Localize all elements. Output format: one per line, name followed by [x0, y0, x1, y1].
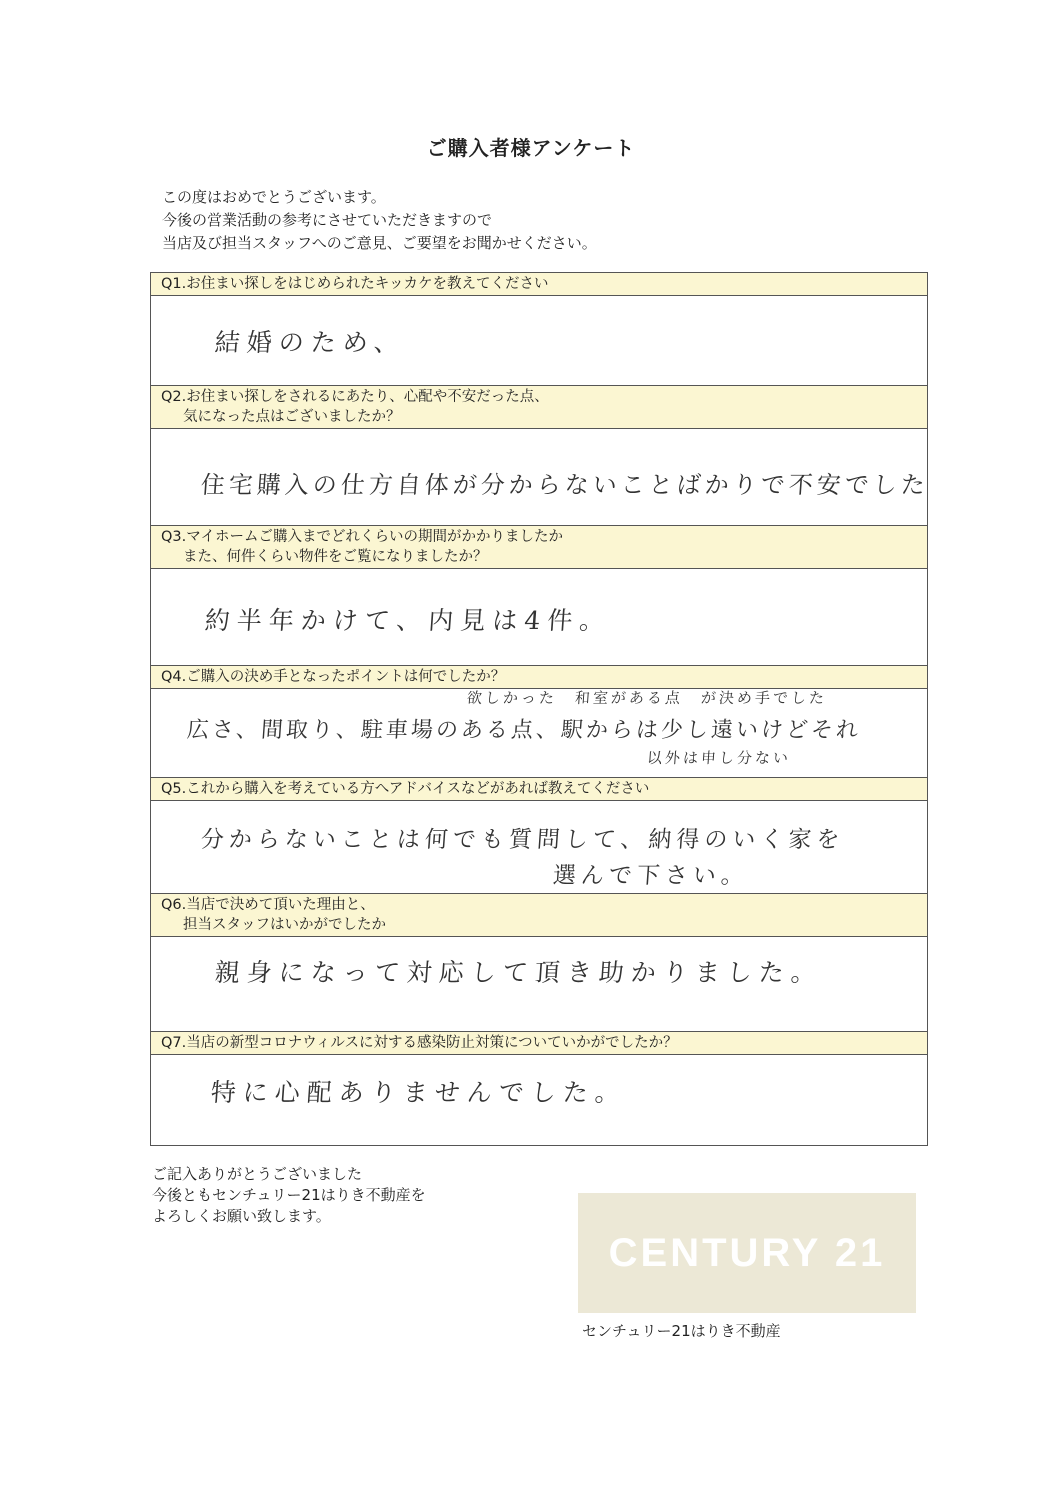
question-header: [151, 777, 927, 801]
question-q5: [151, 777, 927, 801]
answer-q3: 約半年かけて、内見は4件。: [203, 606, 613, 635]
answer-q5-continued: 選んで下さい。: [551, 863, 750, 889]
question-text: Q7.当店の新型コロナウィルスに対する感染防止対策についていかがでしたか？: [161, 1035, 678, 1051]
answer-q5: 分からないことは何でも質問して、納得のいく家を: [199, 827, 846, 853]
question-text: Q2.お住まい探しをされるにあたり、心配や不安だった点、: [161, 389, 549, 405]
question-q6: [151, 893, 927, 937]
question-text: Q3.マイホームご購入までどれくらいの期間がかかりましたか: [161, 529, 563, 545]
intro-line: 当店及び担当スタッフへのご意見、ご要望をお聞かせください。: [162, 234, 597, 252]
question-text: Q1.お住まい探しをはじめられたキッカケを教えてください: [161, 276, 549, 292]
question-header: [151, 665, 927, 689]
question-q3: [151, 525, 927, 569]
question-text: 担当スタッフはいかがでしたか: [183, 917, 386, 933]
closing-line: ご記入ありがとうございました: [152, 1165, 363, 1183]
answer-q4: 広さ、間取り、駐車場のある点、駅からは少し遠いけどそれ: [185, 718, 862, 743]
closing-text: [152, 1164, 426, 1227]
question-header: [151, 273, 927, 296]
question-text: Q4.ご購入の決め手となったポイントは何でしたか？: [161, 669, 506, 685]
question-text: また、何件くらい物件をご覧になりましたか？: [183, 549, 488, 565]
question-q7: [151, 1031, 927, 1055]
intro-line: 今後の営業活動の参考にさせていただきますので: [162, 211, 493, 229]
question-header: [151, 893, 927, 937]
question-text: Q6.当店で決めて頂いた理由と、: [161, 897, 375, 913]
question-q4: [151, 665, 927, 689]
answer-q2: 住宅購入の仕方自体が分からないことばかりで不安でした: [199, 471, 930, 499]
question-q1: [151, 273, 927, 296]
company-name: センチュリー21はりき不動産: [582, 1322, 781, 1340]
question-header: [151, 385, 927, 429]
survey-form: [150, 272, 928, 1146]
closing-line: よろしくお願い致します。: [152, 1207, 331, 1225]
question-header: [151, 1031, 927, 1055]
logo-text: CENTURY 21: [608, 1230, 886, 1275]
closing-line: 今後ともセンチュリー21はりき不動産を: [152, 1186, 426, 1204]
question-text: 気になった点はございましたか？: [183, 409, 401, 425]
question-header: [151, 525, 927, 569]
question-q2: [151, 385, 927, 429]
answer-q4-note: 欲しかった 和室がある点 が決め手でした: [466, 689, 828, 707]
page-title: ご購入者様アンケート: [426, 136, 636, 160]
century21-logo: [578, 1193, 916, 1313]
answer-q1: 結婚のため、: [213, 328, 407, 357]
intro-line: この度はおめでとうございます。: [162, 188, 386, 206]
question-text: Q5.これから購入を考えている方へアドバイスなどがあれば教えてください: [161, 781, 650, 797]
answer-q4-continued: 以外は申し分ない: [646, 749, 792, 767]
answer-q7: 特に心配ありませんでした。: [209, 1078, 628, 1107]
intro-text: [162, 186, 597, 255]
answer-q6: 親身になって対応して頂き助かりました。: [213, 958, 824, 987]
